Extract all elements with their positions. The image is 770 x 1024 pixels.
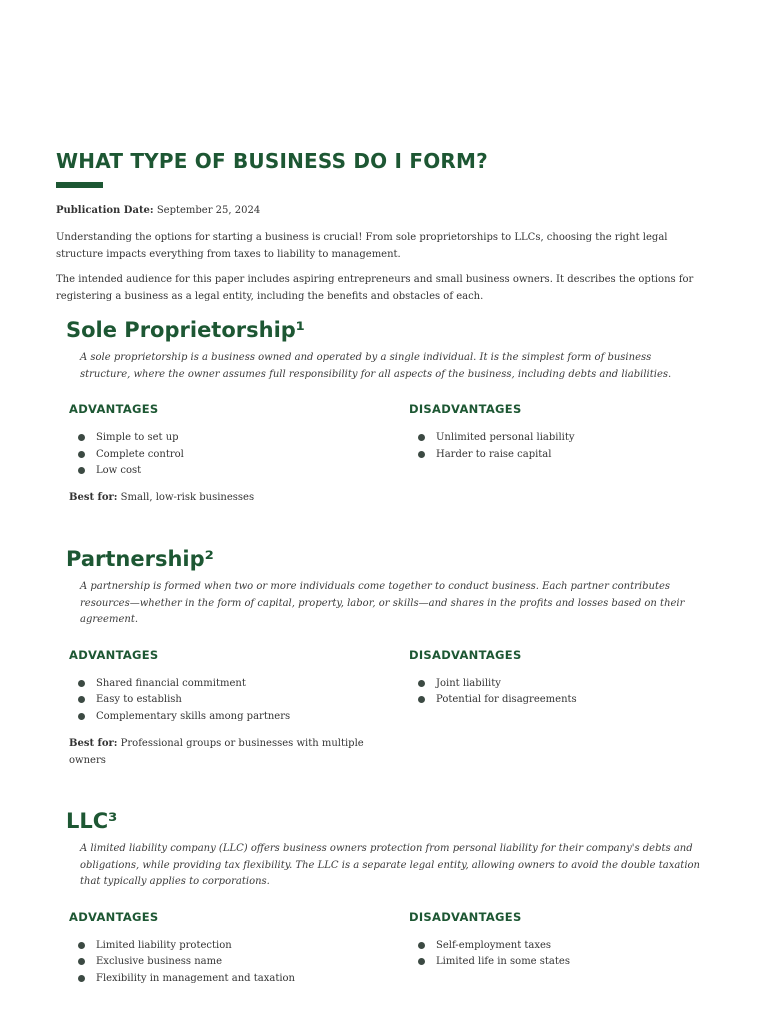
advantages-heading: ADVANTAGES xyxy=(69,909,159,924)
section-title: Sole Proprietorship¹ xyxy=(66,318,306,342)
section-description: A sole proprietorship is a business owned and operated by a single individual. It is the simplest form of business structure, where the owner assumes full responsibility for all aspects of the business, including debts and liabilities. xyxy=(80,352,672,380)
list-item xyxy=(409,430,709,447)
list-item xyxy=(409,447,709,464)
publication-date-value: September 25, 2024 xyxy=(156,205,261,216)
list-item xyxy=(69,692,369,709)
best-for-label: Best for: xyxy=(69,492,118,504)
disadvantages-column xyxy=(409,402,709,463)
bullet-icon xyxy=(78,975,85,982)
best-for xyxy=(69,735,369,769)
list-item xyxy=(409,954,709,971)
list-item-text: Simple to set up xyxy=(96,432,179,443)
list-item-text: Easy to establish xyxy=(96,694,182,706)
disadvantages-heading: DISADVANTAGES xyxy=(409,647,522,662)
bullet-icon xyxy=(418,680,425,687)
disadvantages-list xyxy=(409,676,709,709)
bullet-icon xyxy=(78,696,85,703)
list-item-text: Exclusive business name xyxy=(96,956,223,968)
list-item xyxy=(69,463,369,480)
list-item-text: Harder to raise capital xyxy=(436,448,552,460)
bullet-icon xyxy=(78,958,85,965)
list-item-text: Complementary skills among partners xyxy=(96,710,291,722)
list-item xyxy=(69,430,369,447)
section-partnership xyxy=(66,545,716,766)
bullet-icon xyxy=(78,467,85,474)
list-item-text: Joint liability xyxy=(436,677,501,689)
disadvantages-list xyxy=(409,430,709,463)
section-description: A partnership is formed when two or more individuals come together to conduct business. Each partner contributes resources—whether in the form of capital, property, labor, or skills—and shares in the profits and losses based on their agreement. xyxy=(80,581,685,625)
list-item-text: Self-employment taxes xyxy=(436,939,552,951)
list-item xyxy=(69,954,369,971)
list-item-text: Flexibility in management and taxation xyxy=(96,972,295,984)
title-underline xyxy=(56,182,103,188)
bullet-icon xyxy=(418,696,425,703)
bullet-icon xyxy=(78,434,85,441)
intro-paragraph: The intended audience for this paper includes aspiring entrepreneurs and small business owners. It describes the options for registering a business as a legal entity, including the benefits and obstacles of each. xyxy=(56,274,694,302)
bullet-icon xyxy=(78,451,85,458)
advantages-list xyxy=(69,676,369,726)
bullet-icon xyxy=(418,434,425,441)
best-for-label: Best for: xyxy=(69,737,118,749)
list-item-text: Limited liability protection xyxy=(96,939,232,951)
list-item xyxy=(69,447,369,464)
advantages-column xyxy=(69,910,369,988)
list-item xyxy=(69,938,369,955)
bullet-icon xyxy=(78,942,85,949)
advantages-list xyxy=(69,430,369,480)
list-item-text: Complete control xyxy=(96,448,184,460)
page-title: WHAT TYPE OF BUSINESS DO I FORM? xyxy=(56,149,488,174)
best-for-value: Professional groups or businesses with multiple owners xyxy=(69,737,364,766)
section-sole-proprietorship xyxy=(66,316,716,504)
bullet-icon xyxy=(78,713,85,720)
best-for xyxy=(69,489,369,506)
intro-paragraph: Understanding the options for starting a business is crucial! From sole proprietorships to LLCs, choosing the right legal structure impacts everything from taxes to liability to management. xyxy=(56,232,668,260)
list-item-text: Low cost xyxy=(96,465,142,477)
advantages-list xyxy=(69,938,369,988)
section-llc xyxy=(66,807,716,984)
list-item xyxy=(69,971,369,988)
bullet-icon xyxy=(78,680,85,687)
section-title: LLC³ xyxy=(66,809,118,833)
disadvantages-list xyxy=(409,938,709,971)
list-item xyxy=(409,938,709,955)
disadvantages-column xyxy=(409,648,709,709)
list-item-text: Shared financial commitment xyxy=(96,677,246,689)
bullet-icon xyxy=(418,451,425,458)
advantages-heading: ADVANTAGES xyxy=(69,402,159,416)
disadvantages-heading: DISADVANTAGES xyxy=(409,402,522,416)
bullet-icon xyxy=(418,958,425,965)
best-for-value: Small, low-risk businesses xyxy=(120,492,255,504)
advantages-column xyxy=(69,648,369,769)
list-item xyxy=(69,709,369,726)
list-item-text: Potential for disagreements xyxy=(436,694,577,706)
section-title: Partnership² xyxy=(66,547,214,571)
advantages-heading: ADVANTAGES xyxy=(69,647,159,662)
disadvantages-heading: DISADVANTAGES xyxy=(409,909,522,924)
list-item-text: Limited life in some states xyxy=(436,956,570,968)
list-item xyxy=(409,676,709,693)
disadvantages-column xyxy=(409,910,709,971)
list-item xyxy=(409,692,709,709)
bullet-icon xyxy=(418,942,425,949)
publication-date xyxy=(56,205,260,216)
list-item-text: Unlimited personal liability xyxy=(436,432,575,443)
section-description: A limited liability company (LLC) offers business owners protection from personal liability for their company's debts and obligations, while providing tax flexibility. The LLC is a separate legal entity, allowing owners to avoid the double taxation that typically applies to corporations. xyxy=(80,843,700,887)
advantages-column xyxy=(69,402,369,506)
list-item xyxy=(69,676,369,693)
publication-date-label: Publication Date: xyxy=(56,205,154,216)
